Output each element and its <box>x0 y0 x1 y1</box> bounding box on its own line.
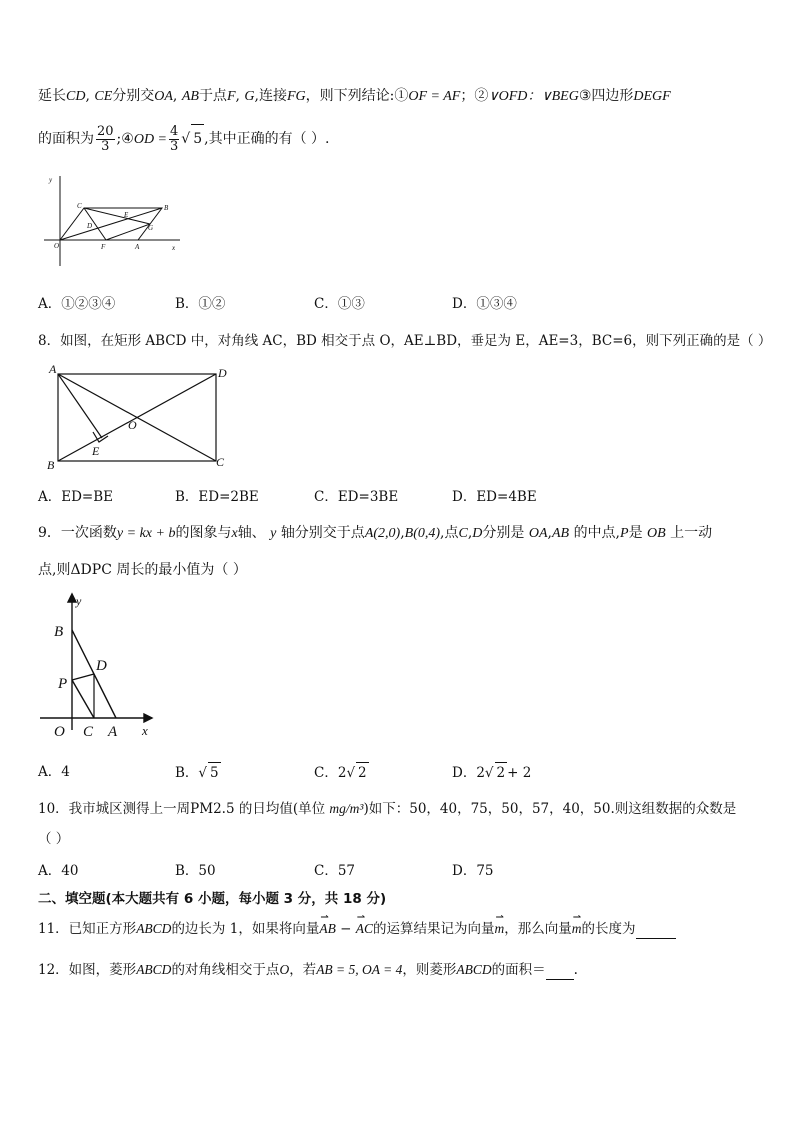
q10-option-c[interactable]: C．57 <box>314 863 356 879</box>
q7-label-y: y <box>49 176 53 184</box>
fraction-4-3: $\frac{4}{3}$ <box>170 123 179 154</box>
q10-option-b[interactable]: B．50 <box>175 863 216 879</box>
q7-option-a[interactable]: A．①②③④ <box>38 296 116 312</box>
section-heading-fill-in: 二、填空题(本大题共有 6 小题，每小题 3 分，共 18 分) <box>38 891 387 907</box>
fraction-20-3: $\frac{20}{3}$ <box>97 123 114 154</box>
q9-y-arrow <box>68 594 76 602</box>
q7-label-a: A <box>135 243 140 251</box>
q7-option-b[interactable]: B．①② <box>175 296 226 312</box>
q8-option-d[interactable]: D．ED=4BE <box>452 489 537 505</box>
q9-option-a[interactable]: A．4 <box>38 764 70 780</box>
q9-label-x: x <box>142 723 148 738</box>
q7-option-d[interactable]: D．①③④ <box>452 296 517 312</box>
q8-label-o: O <box>128 418 137 432</box>
q9-label-c: C <box>83 724 94 740</box>
q7-label-e: E <box>124 211 129 219</box>
q8-label-e: E <box>92 444 100 458</box>
q8-label-d: D <box>218 366 227 380</box>
q8-line-ae <box>58 374 102 438</box>
q8-option-c[interactable]: C．ED=3BE <box>314 489 399 505</box>
q9-option-d[interactable]: D．2√ 2 + 2 <box>452 762 531 783</box>
q7-label-b: B <box>164 204 169 212</box>
q7-line-ob <box>60 208 162 240</box>
q9-option-b[interactable]: B．√ 5 <box>175 762 221 783</box>
q8-label-b: B <box>47 458 55 472</box>
q10-line2: （ ） <box>38 831 70 847</box>
q7-label-f: F <box>101 243 106 251</box>
q7-label-o: O <box>54 242 60 250</box>
q11-answer-blank[interactable] <box>636 924 676 939</box>
q10-line1: 10．我市城区测得上一周PM2.5 的日均值(单位 mg/m³)如下：50，40，75，50，57，40，50.则这组数据的众数是 <box>38 801 737 817</box>
q8-label-a: A <box>49 362 57 376</box>
q11-text: 11．已知正方形ABCD的边长为 1，如果将向量⇀ AB − ⇀ AC的运算结果记为向量⇀ m，那么向量⇀ m的长度为 <box>38 919 676 939</box>
q7-label-d: D <box>87 222 93 230</box>
q12-answer-blank[interactable] <box>546 965 574 980</box>
q10-option-a[interactable]: A．40 <box>38 863 79 879</box>
q9-label-d: D <box>96 658 107 674</box>
q9-figure <box>40 590 170 740</box>
q8-option-a[interactable]: A．ED=BE <box>38 489 114 505</box>
q8-option-b[interactable]: B．ED=2BE <box>175 489 259 505</box>
q7-label-x: x <box>172 244 176 252</box>
q9-label-b: B <box>54 624 64 640</box>
q7-label-c: C <box>77 202 82 210</box>
q7-option-c[interactable]: C．①③ <box>314 296 365 312</box>
q10-option-d[interactable]: D．75 <box>452 863 494 879</box>
q9-label-p: P <box>58 676 68 692</box>
q9-line2: 点,则ΔDPC 周长的最小值为（ ） <box>38 562 247 578</box>
q12-text: 12．如图，菱形ABCD的对角线相交于点O，若AB = 5, OA = 4，则菱形ABCD的面积＝ . <box>38 962 578 978</box>
q7-figure <box>40 170 190 268</box>
q9-label-a: A <box>108 724 118 740</box>
q9-option-c[interactable]: C．2√ 2 <box>314 762 369 783</box>
q7-label-g: G <box>148 224 154 232</box>
q9-x-arrow <box>144 714 152 722</box>
q9-line-pc <box>72 680 94 718</box>
q9-label-y: y <box>76 594 82 608</box>
q8-figure <box>44 360 234 472</box>
q7-line2: 的面积为 $\frac{20}{3}$ ;④OD = $\frac{4}{3}$ √ 5 ,其中正确的有（ ）. <box>38 123 330 154</box>
q8-label-c: C <box>216 455 225 469</box>
q9-label-o: O <box>54 724 65 740</box>
q9-line1: 9．一次函数y = kx + b的图象与x轴、 y 轴分别交于点A(2,0),B(0,4),点C,D分别是 OA,AB 的中点,P是 OB 上一动 <box>38 525 713 541</box>
q8-text: 8．如图，在矩形 ABCD 中，对角线 AC，BD 相交于点 O，AE⊥BD，垂足为 E，AE=3，BC=6，则下列正确的是（ ） <box>38 333 772 349</box>
q9-line-pd <box>72 674 94 680</box>
q7-line1: 延长CD, CE分别交OA, AB于点F, G,连接FG，则下列结论:①OF = AF；②∨OFD：∨BEG③四边形DEGF <box>38 88 671 104</box>
